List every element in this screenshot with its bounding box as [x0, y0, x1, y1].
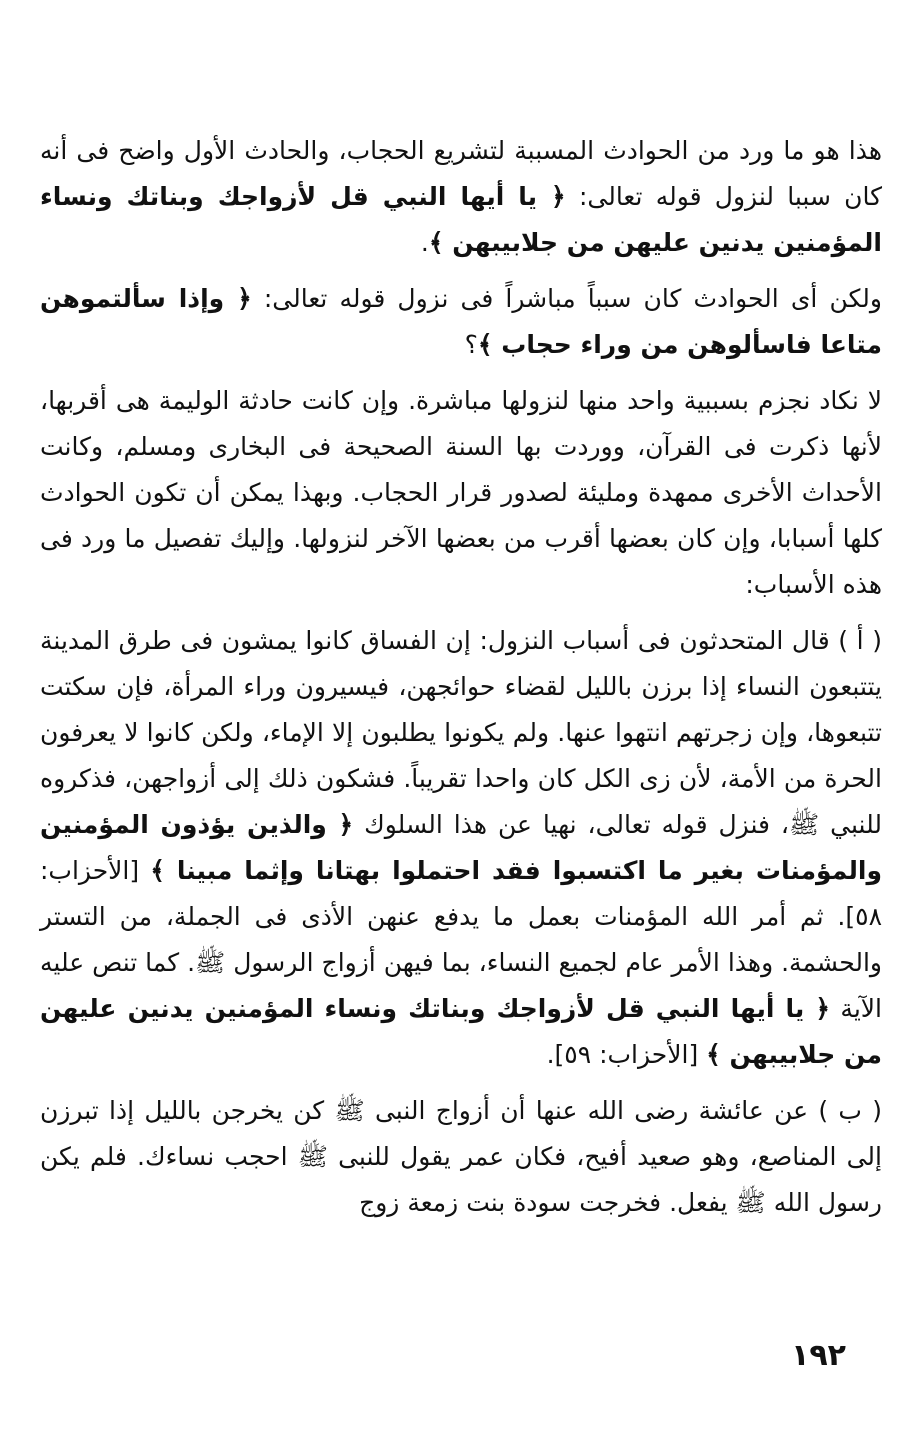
paragraph-4: [40, 618, 882, 1078]
paragraph-text: ولكن أى الحوادث كان سبباً مباشراً فى نزول قوله تعالى:: [251, 284, 882, 313]
quran-verse: ﴿ وإذا سألتموهن متاعا فاسألوهن من وراء حجاب ﴾: [40, 284, 882, 359]
paragraph-text: .: [420, 228, 429, 257]
paragraph-text: ( ب ) عن عائشة رضى الله عنها أن أزواج النبى ﷺ كن يخرجن بالليل إذا تبرزن إلى المناصع، وهو صعيد أفيح، فكان عمر يقول للنبى ﷺ احجب نساءك. فلم يكن رسول الله ﷺ يفعل. فخرجت سودة بنت زمعة زوج: [40, 1096, 882, 1217]
paragraph-text: ؟: [464, 330, 478, 359]
quran-verse: ﴿ يا أيها النبي قل لأزواجك وبناتك ونساء المؤمنين يدنين عليهن من جلابيبهن ﴾: [40, 994, 882, 1069]
paragraph-3: [40, 378, 882, 608]
page-number: ١٩٢: [791, 1338, 846, 1373]
paragraph-5: [40, 1088, 882, 1226]
paragraph-2: [40, 276, 882, 368]
quran-verse: ﴿ والذين يؤذون المؤمنين والمؤمنات بغير ما اكتسبوا فقد احتملوا بهتانا وإثما مبينا ﴾: [40, 810, 882, 885]
quran-verse: ﴿ يا أيها النبي قل لأزواجك وبناتك ونساء المؤمنين يدنين عليهن من جلابيبهن ﴾: [40, 182, 882, 257]
paragraph-text: [الأحزاب: ٥٨]. ثم أمر الله المؤمنات بعمل ما يدفع عنهن الأذى فى الجملة، من التستر والحشمة. وهذا الأمر عام لجميع النساء، بما فيهن أزواج الرسول ﷺ. كما تنص عليه الآية: [40, 856, 883, 1023]
paragraph-1: [40, 128, 882, 266]
page-body: [40, 128, 882, 1236]
paragraph-text: ( أ ) قال المتحدثون فى أسباب النزول: إن الفساق كانوا يمشون فى طرق المدينة يتتبعون النساء إذا برزن بالليل لقضاء حوائجهن، فيسيرون وراء المرأة، فإن سكتت تتبعوها، وإن زجرتهم انتهوا عنها. ولم يكونوا يطلبون إلا الإماء، ولكن كانوا لا يعرفون الحرة من الأمة، لأن زى الكل كان واحدا تقريباً. فشكون ذلك إلى أزواجهن، فذكروه للنبي ﷺ، فنزل قوله تعالى، نهيا عن هذا السلوك: [40, 626, 882, 839]
paragraph-text: هذا هو ما ورد من الحوادث المسببة لتشريع الحجاب، والحادث الأول واضح فى أنه كان سببا لنزول قوله تعالى:: [40, 136, 883, 211]
paragraph-text: لا نكاد نجزم بسببية واحد منها لنزولها مباشرة. وإن كانت حادثة الوليمة هى أقربها، لأنها ذكرت فى القرآن، ووردت بها السنة الصحيحة فى البخارى ومسلم، وكانت الأحداث الأخرى ممهدة ومليئة لصدور قرار الحجاب. وبهذا يمكن أن تكون الحوادث كلها أسبابا، وإن كان بعضها أقرب من بعضها الآخر لنزولها. وإليك تفصيل ما ورد فى هذه الأسباب:: [40, 386, 882, 599]
paragraph-text: [الأحزاب: ٥٩].: [546, 1040, 707, 1069]
